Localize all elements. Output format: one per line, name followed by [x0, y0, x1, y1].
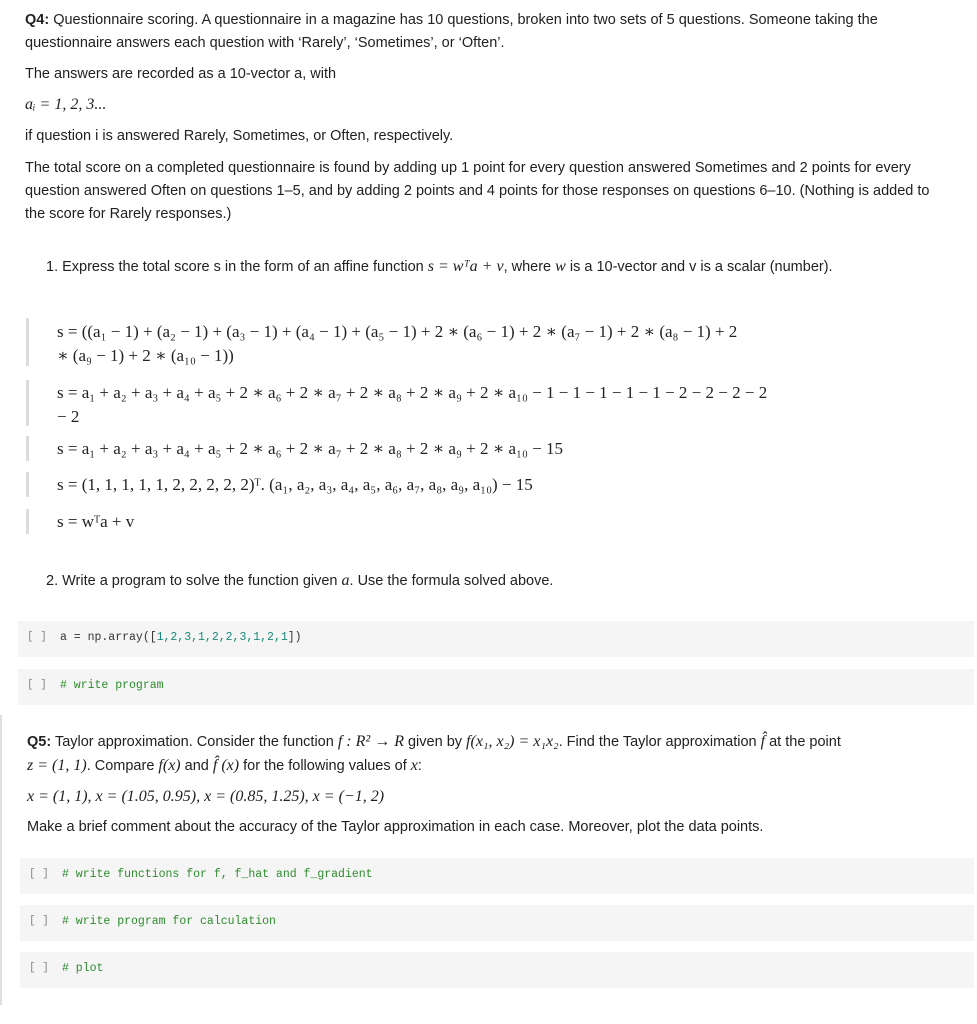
- q5-intro: Q5: Taylor approximation. Consider the function f : R² → R given by f(x₁, x₂) = x₁x₂. Find the Taylor approximation f̂ at the point z = (1, 1). Compare f(x) and f̂ (x) for the following values of x:: [27, 733, 841, 774]
- selected-cell-indicator: [0, 715, 2, 1005]
- q5-values: x = (1, 1), x = (1.05, 0.95), x = (0.85, 1.25), x = (−1, 2): [27, 788, 385, 805]
- q4-if-line: if question i is answered Rarely, Sometimes, or Often, respectively.: [25, 128, 454, 144]
- equation-3: s = a₁ + a₂ + a₃ + a₄ + a₅ + 2 ∗ a₆ + 2 ∗ a₇ + 2 ∗ a₈ + 2 ∗ a₉ + 2 ∗ a₁₀ − 15: [57, 439, 563, 458]
- q4-total-score-text: The total score on a completed questionnaire is found by adding up 1 point for every question answered Sometimes and 2 points for every question answered Often on questions 1–5, and by adding 2 points and 4 points for those responses on questions 6–10. (Nothing is added to the score for Rarely responses.): [25, 160, 930, 222]
- run-cell-button[interactable]: [ ]: [29, 962, 49, 974]
- q4-task-1: 1. Express the total score s in the form of an affine function s = wᵀa + v, where w is a 10-vector and v is a scalar (number).: [46, 258, 833, 275]
- equation-5: s = wᵀa + v: [57, 512, 135, 531]
- q4-ai-formula: aᵢ = 1, 2, 3...: [25, 96, 107, 113]
- eq-quote-bar: [26, 318, 29, 366]
- code-cell-functions[interactable]: [20, 858, 974, 894]
- q5-label: Q5:: [27, 734, 52, 750]
- q5-comment: Make a brief comment about the accuracy of the Taylor approximation in each case. Moreover, plot the data points.: [27, 819, 764, 835]
- equation-4: s = (1, 1, 1, 1, 1, 2, 2, 2, 2, 2)ᵀ. (a₁, a₂, a₃, a₄, a₅, a₆, a₇, a₈, a₉, a₁₀) − 15: [57, 475, 533, 494]
- equation-1: s = ((a₁ − 1) + (a₂ − 1) + (a₃ − 1) + (a₄ − 1) + (a₅ − 1) + 2 ∗ (a₆ − 1) + 2 ∗ (a₇ − 1) + 2 ∗ (a₈ − 1) + 2 ∗ (a₉ − 1) + 2 ∗ (a₁₀ − 1)): [57, 322, 738, 365]
- eq-quote-bar: [26, 472, 29, 497]
- equation-2: s = a₁ + a₂ + a₃ + a₄ + a₅ + 2 ∗ a₆ + 2 ∗ a₇ + 2 ∗ a₈ + 2 ∗ a₉ + 2 ∗ a₁₀ − 1 − 1 − 1 − 1 − 1 − 2 − 2 − 2 − 2 − 2: [57, 383, 768, 426]
- code-cell-plot[interactable]: [20, 952, 974, 988]
- code-cell-write-program[interactable]: [18, 669, 974, 705]
- code-comment: # plot: [62, 962, 104, 975]
- run-cell-button[interactable]: [ ]: [29, 868, 49, 880]
- q4-intro: Q4: Questionnaire scoring. A questionnaire in a magazine has 10 questions, broken into two sets of 5 questions. Someone taking the questionnaire answers each question with ‘Rarely’, ‘Sometimes’, or ‘Often’.: [25, 12, 878, 51]
- q4-recorded: The answers are recorded as a 10-vector a, with: [25, 66, 337, 82]
- run-cell-button[interactable]: [ ]: [27, 679, 47, 691]
- code-comment: # write functions for f, f_hat and f_gradient: [62, 868, 373, 881]
- eq-quote-bar: [26, 509, 29, 534]
- run-cell-button[interactable]: [ ]: [27, 631, 47, 643]
- q4-task-2: 2. Write a program to solve the function given a. Use the formula solved above.: [46, 572, 554, 589]
- eq-quote-bar: [26, 380, 29, 426]
- q4-label: Q4:: [25, 12, 50, 28]
- code-cell-calculation[interactable]: [20, 905, 974, 941]
- code-comment: # write program: [60, 679, 164, 692]
- code-comment: # write program for calculation: [62, 915, 276, 928]
- eq-quote-bar: [26, 436, 29, 461]
- run-cell-button[interactable]: [ ]: [29, 915, 49, 927]
- code-cell-array[interactable]: [18, 621, 974, 657]
- code-line: a = np.array([1,2,3,1,2,2,3,1,2,1]): [60, 631, 302, 644]
